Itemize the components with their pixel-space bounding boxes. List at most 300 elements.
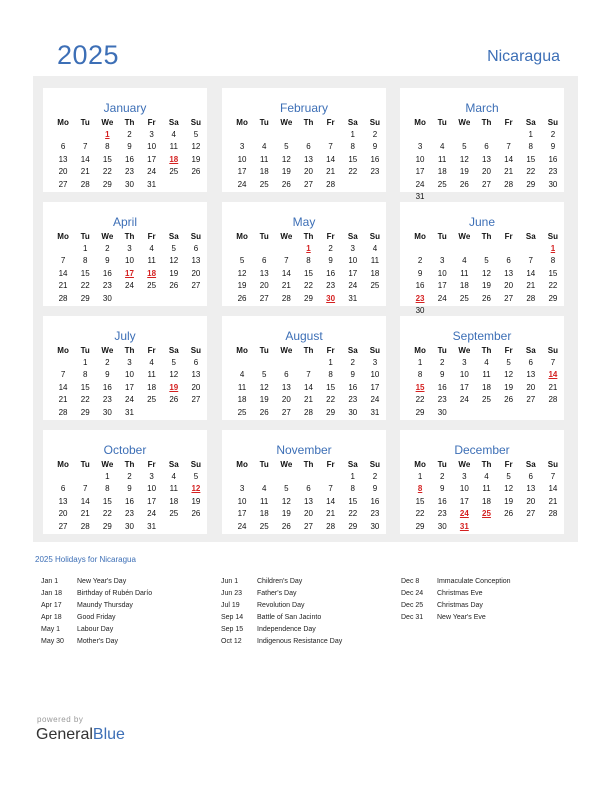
day-cell[interactable]: 27 — [504, 293, 514, 303]
day-cell[interactable]: 14 — [326, 496, 336, 506]
day-cell[interactable]: 19 — [191, 496, 201, 506]
day-cell[interactable]: 10 — [415, 154, 425, 164]
day-cell[interactable]: 7 — [550, 358, 556, 367]
day-cell[interactable]: 12 — [191, 142, 201, 152]
day-cell[interactable]: 18 — [169, 496, 179, 506]
day-cell[interactable]: 1 — [417, 358, 423, 367]
day-cell[interactable]: 17 — [237, 509, 247, 519]
day-cell[interactable]: 1 — [350, 472, 355, 481]
day-cell[interactable]: 11 — [147, 370, 156, 380]
day-cell[interactable]: 27 — [526, 509, 536, 519]
day-cell[interactable]: 24 — [125, 395, 134, 405]
day-cell[interactable]: 29 — [548, 293, 558, 303]
day-cell[interactable]: 3 — [417, 142, 423, 152]
day-cell[interactable]: 29 — [102, 521, 112, 531]
day-cell[interactable]: 2 — [127, 472, 132, 481]
day-cell[interactable]: 22 — [80, 281, 90, 291]
day-cell[interactable]: 25 — [259, 179, 269, 189]
day-cell[interactable]: 15 — [348, 154, 358, 164]
day-cell[interactable]: 17 — [125, 268, 134, 278]
day-cell[interactable]: 28 — [326, 521, 336, 531]
day-cell[interactable]: 2 — [328, 244, 333, 253]
day-cell[interactable]: 21 — [80, 509, 90, 519]
day-cell[interactable]: 30 — [102, 407, 112, 417]
day-cell[interactable]: 5 — [193, 472, 199, 481]
day-cell[interactable]: 8 — [350, 142, 355, 152]
day-cell[interactable]: 20 — [58, 509, 68, 519]
day-cell[interactable]: 9 — [439, 484, 445, 494]
day-cell[interactable]: 11 — [237, 382, 247, 392]
day-cell[interactable]: 30 — [370, 521, 380, 531]
day-cell[interactable]: 14 — [80, 496, 90, 506]
day-cell[interactable]: 27 — [191, 395, 201, 405]
day-cell[interactable]: 19 — [504, 382, 514, 392]
day-cell[interactable]: 10 — [125, 256, 134, 266]
day-cell[interactable]: 29 — [80, 407, 90, 417]
day-cell[interactable]: 22 — [326, 395, 336, 405]
day-cell[interactable]: 15 — [80, 382, 90, 392]
day-cell[interactable]: 24 — [348, 281, 358, 291]
day-cell[interactable]: 29 — [102, 179, 112, 189]
day-cell[interactable]: 20 — [259, 281, 269, 291]
day-cell[interactable]: 22 — [304, 281, 313, 291]
day-cell[interactable]: 23 — [370, 509, 380, 519]
day-cell[interactable]: 18 — [259, 167, 269, 177]
day-cell[interactable]: 28 — [80, 179, 90, 189]
day-cell[interactable]: 3 — [127, 244, 132, 253]
day-cell[interactable]: 26 — [169, 395, 179, 405]
day-cell[interactable]: 16 — [125, 154, 134, 164]
day-cell[interactable]: 20 — [504, 281, 514, 291]
day-cell[interactable]: 31 — [415, 191, 425, 201]
day-cell[interactable]: 12 — [191, 484, 201, 494]
day-cell[interactable]: 7 — [60, 370, 66, 380]
day-cell[interactable]: 19 — [281, 167, 291, 177]
day-cell[interactable]: 8 — [306, 256, 311, 266]
day-cell[interactable]: 24 — [459, 395, 469, 405]
day-cell[interactable]: 1 — [105, 472, 110, 481]
day-cell[interactable]: 6 — [528, 358, 533, 367]
day-cell[interactable]: 5 — [261, 370, 267, 380]
day-cell[interactable]: 6 — [306, 142, 311, 152]
day-cell[interactable]: 9 — [550, 142, 556, 152]
day-cell[interactable]: 26 — [191, 167, 201, 177]
day-cell[interactable]: 9 — [328, 256, 333, 266]
day-cell[interactable]: 20 — [482, 167, 491, 177]
day-cell[interactable]: 14 — [548, 370, 558, 380]
day-cell[interactable]: 22 — [80, 395, 90, 405]
day-cell[interactable]: 16 — [370, 496, 380, 506]
day-cell[interactable]: 20 — [191, 268, 201, 278]
day-cell[interactable]: 2 — [417, 256, 423, 266]
day-cell[interactable]: 6 — [306, 484, 311, 494]
day-cell[interactable]: 25 — [482, 509, 491, 519]
day-cell[interactable]: 21 — [304, 395, 313, 405]
day-cell[interactable]: 9 — [417, 268, 423, 278]
day-cell[interactable]: 31 — [147, 521, 157, 531]
day-cell[interactable]: 27 — [259, 293, 269, 303]
day-cell[interactable]: 3 — [462, 472, 467, 481]
day-cell[interactable]: 28 — [304, 407, 313, 417]
day-cell[interactable]: 10 — [237, 496, 247, 506]
day-cell[interactable]: 2 — [350, 358, 355, 367]
day-cell[interactable]: 5 — [284, 142, 289, 152]
day-cell[interactable]: 6 — [193, 244, 199, 253]
day-cell[interactable]: 1 — [82, 244, 88, 253]
day-cell[interactable]: 25 — [437, 179, 447, 189]
day-cell[interactable]: 13 — [281, 382, 291, 392]
day-cell[interactable]: 13 — [191, 370, 201, 380]
day-cell[interactable]: 4 — [261, 142, 267, 152]
day-cell[interactable]: 21 — [326, 167, 336, 177]
day-cell[interactable]: 3 — [127, 358, 132, 367]
day-cell[interactable]: 21 — [504, 167, 514, 177]
day-cell[interactable]: 21 — [326, 509, 336, 519]
day-cell[interactable]: 13 — [482, 154, 491, 164]
day-cell[interactable]: 30 — [415, 305, 425, 315]
day-cell[interactable]: 28 — [281, 293, 291, 303]
day-cell[interactable]: 3 — [149, 130, 154, 139]
day-cell[interactable]: 8 — [550, 256, 556, 266]
day-cell[interactable]: 17 — [237, 167, 247, 177]
day-cell[interactable]: 6 — [193, 358, 199, 367]
day-cell[interactable]: 12 — [459, 154, 469, 164]
day-cell[interactable]: 17 — [147, 154, 157, 164]
day-cell[interactable]: 21 — [58, 281, 68, 291]
day-cell[interactable]: 30 — [125, 179, 134, 189]
day-cell[interactable]: 6 — [60, 484, 66, 494]
day-cell[interactable]: 26 — [169, 281, 179, 291]
day-cell[interactable]: 22 — [415, 395, 425, 405]
day-cell[interactable]: 22 — [415, 509, 425, 519]
day-cell[interactable]: 3 — [350, 244, 355, 253]
day-cell[interactable]: 1 — [328, 358, 333, 367]
day-cell[interactable]: 1 — [350, 130, 355, 139]
day-cell[interactable]: 28 — [326, 179, 336, 189]
day-cell[interactable]: 15 — [102, 154, 112, 164]
day-cell[interactable]: 23 — [125, 167, 134, 177]
day-cell[interactable]: 13 — [304, 496, 313, 506]
day-cell[interactable]: 1 — [306, 244, 311, 253]
day-cell[interactable]: 16 — [548, 154, 558, 164]
day-cell[interactable]: 7 — [328, 484, 333, 494]
day-cell[interactable]: 4 — [171, 472, 176, 481]
day-cell[interactable]: 24 — [415, 179, 425, 189]
day-cell[interactable]: 23 — [326, 281, 336, 291]
day-cell[interactable]: 14 — [548, 484, 558, 494]
day-cell[interactable]: 10 — [348, 256, 358, 266]
day-cell[interactable]: 18 — [482, 496, 491, 506]
day-cell[interactable]: 16 — [102, 268, 112, 278]
day-cell[interactable]: 4 — [439, 142, 445, 152]
day-cell[interactable]: 11 — [260, 154, 269, 164]
day-cell[interactable]: 15 — [102, 496, 112, 506]
day-cell[interactable]: 12 — [259, 382, 269, 392]
day-cell[interactable]: 3 — [239, 142, 245, 152]
day-cell[interactable]: 17 — [459, 382, 469, 392]
day-cell[interactable]: 5 — [171, 244, 176, 253]
day-cell[interactable]: 29 — [348, 521, 358, 531]
day-cell[interactable]: 15 — [415, 382, 425, 392]
day-cell[interactable]: 14 — [504, 154, 514, 164]
day-cell[interactable]: 11 — [169, 484, 178, 494]
day-cell[interactable]: 6 — [506, 256, 511, 266]
day-cell[interactable]: 9 — [372, 484, 378, 494]
day-cell[interactable]: 9 — [127, 484, 132, 494]
day-cell[interactable]: 8 — [105, 142, 110, 152]
day-cell[interactable]: 31 — [147, 179, 157, 189]
day-cell[interactable]: 28 — [58, 293, 68, 303]
day-cell[interactable]: 3 — [462, 358, 467, 367]
day-cell[interactable]: 10 — [147, 142, 157, 152]
day-cell[interactable]: 31 — [459, 521, 469, 531]
day-cell[interactable]: 22 — [348, 509, 358, 519]
day-cell[interactable]: 28 — [80, 521, 90, 531]
day-cell[interactable]: 7 — [82, 484, 88, 494]
day-cell[interactable]: 23 — [370, 167, 380, 177]
day-cell[interactable]: 25 — [169, 167, 179, 177]
day-cell[interactable]: 24 — [237, 179, 247, 189]
day-cell[interactable]: 17 — [147, 496, 157, 506]
day-cell[interactable]: 2 — [372, 130, 378, 139]
day-cell[interactable]: 13 — [58, 496, 68, 506]
brand-logo[interactable] — [36, 726, 125, 744]
day-cell[interactable]: 30 — [437, 521, 447, 531]
day-cell[interactable]: 17 — [370, 382, 380, 392]
day-cell[interactable]: 22 — [102, 167, 112, 177]
day-cell[interactable]: 30 — [102, 293, 112, 303]
day-cell[interactable]: 12 — [281, 496, 291, 506]
day-cell[interactable]: 22 — [348, 167, 358, 177]
day-cell[interactable]: 8 — [328, 370, 333, 380]
day-cell[interactable]: 27 — [304, 521, 313, 531]
day-cell[interactable]: 10 — [459, 484, 469, 494]
day-cell[interactable]: 26 — [237, 293, 247, 303]
day-cell[interactable]: 26 — [281, 179, 291, 189]
day-cell[interactable]: 19 — [482, 281, 491, 291]
day-cell[interactable]: 20 — [526, 496, 536, 506]
day-cell[interactable]: 10 — [237, 154, 247, 164]
day-cell[interactable]: 27 — [482, 179, 491, 189]
day-cell[interactable]: 5 — [462, 142, 467, 152]
day-cell[interactable]: 30 — [348, 407, 358, 417]
day-cell[interactable]: 9 — [105, 370, 110, 380]
day-cell[interactable]: 14 — [58, 268, 68, 278]
day-cell[interactable]: 20 — [58, 167, 68, 177]
day-cell[interactable]: 2 — [439, 472, 445, 481]
day-cell[interactable]: 23 — [437, 395, 447, 405]
day-cell[interactable]: 4 — [484, 472, 489, 481]
day-cell[interactable]: 11 — [169, 142, 178, 152]
day-cell[interactable]: 6 — [60, 142, 66, 152]
day-cell[interactable]: 20 — [526, 382, 536, 392]
day-cell[interactable]: 27 — [58, 521, 68, 531]
day-cell[interactable]: 10 — [437, 268, 447, 278]
day-cell[interactable]: 19 — [259, 395, 269, 405]
day-cell[interactable]: 4 — [484, 358, 489, 367]
day-cell[interactable]: 9 — [439, 370, 445, 380]
day-cell[interactable]: 26 — [281, 521, 291, 531]
day-cell[interactable]: 29 — [526, 179, 536, 189]
day-cell[interactable]: 13 — [504, 268, 514, 278]
day-cell[interactable]: 18 — [147, 268, 157, 278]
day-cell[interactable]: 27 — [281, 407, 291, 417]
day-cell[interactable]: 19 — [169, 382, 179, 392]
day-cell[interactable]: 28 — [526, 293, 536, 303]
day-cell[interactable]: 17 — [415, 167, 425, 177]
day-cell[interactable]: 11 — [460, 268, 469, 278]
day-cell[interactable]: 26 — [504, 395, 514, 405]
day-cell[interactable]: 8 — [82, 370, 88, 380]
day-cell[interactable]: 29 — [304, 293, 313, 303]
day-cell[interactable]: 18 — [459, 281, 469, 291]
day-cell[interactable]: 31 — [125, 407, 134, 417]
day-cell[interactable]: 17 — [125, 382, 134, 392]
day-cell[interactable]: 24 — [237, 521, 247, 531]
day-cell[interactable]: 25 — [459, 293, 469, 303]
day-cell[interactable]: 6 — [484, 142, 489, 152]
day-cell[interactable]: 15 — [304, 268, 313, 278]
day-cell[interactable]: 19 — [281, 509, 291, 519]
day-cell[interactable]: 7 — [328, 142, 333, 152]
day-cell[interactable]: 9 — [127, 142, 132, 152]
day-cell[interactable]: 23 — [102, 281, 112, 291]
day-cell[interactable]: 7 — [284, 256, 289, 266]
day-cell[interactable]: 28 — [58, 407, 68, 417]
day-cell[interactable]: 24 — [437, 293, 447, 303]
day-cell[interactable]: 29 — [80, 293, 90, 303]
day-cell[interactable]: 26 — [482, 293, 491, 303]
day-cell[interactable]: 30 — [437, 407, 447, 417]
day-cell[interactable]: 11 — [482, 484, 491, 494]
day-cell[interactable]: 19 — [169, 268, 179, 278]
day-cell[interactable]: 9 — [350, 370, 355, 380]
day-cell[interactable]: 23 — [348, 395, 358, 405]
day-cell[interactable]: 14 — [58, 382, 68, 392]
day-cell[interactable]: 25 — [482, 395, 491, 405]
day-cell[interactable]: 25 — [370, 281, 380, 291]
day-cell[interactable]: 12 — [504, 484, 514, 494]
day-cell[interactable]: 21 — [548, 496, 558, 506]
day-cell[interactable]: 23 — [548, 167, 558, 177]
day-cell[interactable]: 13 — [259, 268, 269, 278]
day-cell[interactable]: 5 — [239, 256, 245, 266]
day-cell[interactable]: 14 — [281, 268, 291, 278]
day-cell[interactable]: 28 — [548, 509, 558, 519]
day-cell[interactable]: 3 — [439, 256, 445, 266]
day-cell[interactable]: 13 — [58, 154, 68, 164]
day-cell[interactable]: 2 — [372, 472, 378, 481]
day-cell[interactable]: 17 — [459, 496, 469, 506]
day-cell[interactable]: 16 — [437, 496, 447, 506]
day-cell[interactable]: 22 — [102, 509, 112, 519]
day-cell[interactable]: 13 — [526, 484, 536, 494]
day-cell[interactable]: 23 — [125, 509, 134, 519]
day-cell[interactable]: 11 — [147, 256, 156, 266]
day-cell[interactable]: 6 — [528, 472, 533, 481]
day-cell[interactable]: 26 — [259, 407, 269, 417]
day-cell[interactable]: 21 — [58, 395, 68, 405]
day-cell[interactable]: 17 — [437, 281, 447, 291]
day-cell[interactable]: 4 — [149, 358, 154, 367]
day-cell[interactable]: 15 — [326, 382, 336, 392]
day-cell[interactable]: 31 — [348, 293, 358, 303]
day-cell[interactable]: 9 — [372, 142, 378, 152]
day-cell[interactable]: 5 — [484, 256, 489, 266]
day-cell[interactable]: 3 — [372, 358, 378, 367]
day-cell[interactable]: 20 — [191, 382, 201, 392]
day-cell[interactable]: 6 — [284, 370, 289, 380]
day-cell[interactable]: 29 — [415, 521, 425, 531]
day-cell[interactable]: 10 — [147, 484, 157, 494]
day-cell[interactable]: 9 — [105, 256, 110, 266]
day-cell[interactable]: 19 — [504, 496, 514, 506]
day-cell[interactable]: 5 — [171, 358, 176, 367]
day-cell[interactable]: 4 — [462, 256, 467, 266]
day-cell[interactable]: 7 — [82, 142, 88, 152]
day-cell[interactable]: 8 — [528, 142, 533, 152]
day-cell[interactable]: 27 — [304, 179, 313, 189]
day-cell[interactable]: 2 — [105, 358, 110, 367]
day-cell[interactable]: 21 — [281, 281, 291, 291]
day-cell[interactable]: 16 — [415, 281, 425, 291]
day-cell[interactable]: 19 — [191, 154, 201, 164]
day-cell[interactable]: 14 — [326, 154, 336, 164]
day-cell[interactable]: 13 — [526, 370, 536, 380]
day-cell[interactable]: 5 — [193, 130, 199, 139]
day-cell[interactable]: 24 — [459, 509, 469, 519]
day-cell[interactable]: 7 — [550, 472, 556, 481]
day-cell[interactable]: 13 — [304, 154, 313, 164]
day-cell[interactable]: 5 — [284, 484, 289, 494]
day-cell[interactable]: 27 — [58, 179, 68, 189]
day-cell[interactable]: 5 — [506, 472, 511, 481]
day-cell[interactable]: 25 — [169, 509, 179, 519]
day-cell[interactable]: 3 — [239, 484, 245, 494]
day-cell[interactable]: 7 — [306, 370, 311, 380]
day-cell[interactable]: 20 — [304, 167, 313, 177]
day-cell[interactable]: 1 — [417, 472, 423, 481]
day-cell[interactable]: 10 — [125, 370, 134, 380]
day-cell[interactable]: 29 — [326, 407, 336, 417]
day-cell[interactable]: 19 — [459, 167, 469, 177]
day-cell[interactable]: 4 — [239, 370, 245, 380]
day-cell[interactable]: 22 — [526, 167, 536, 177]
day-cell[interactable]: 18 — [437, 167, 447, 177]
day-cell[interactable]: 8 — [350, 484, 355, 494]
day-cell[interactable]: 18 — [370, 268, 380, 278]
day-cell[interactable]: 18 — [237, 395, 247, 405]
day-cell[interactable]: 18 — [147, 382, 157, 392]
day-cell[interactable]: 16 — [102, 382, 112, 392]
day-cell[interactable]: 18 — [259, 509, 269, 519]
day-cell[interactable]: 27 — [526, 395, 536, 405]
day-cell[interactable]: 6 — [261, 256, 267, 266]
day-cell[interactable]: 30 — [548, 179, 558, 189]
day-cell[interactable]: 8 — [417, 370, 423, 380]
day-cell[interactable]: 21 — [548, 382, 558, 392]
day-cell[interactable]: 29 — [415, 407, 425, 417]
day-cell[interactable]: 15 — [526, 154, 536, 164]
day-cell[interactable]: 23 — [415, 293, 425, 303]
day-cell[interactable]: 26 — [191, 509, 201, 519]
day-cell[interactable]: 28 — [548, 395, 558, 405]
day-cell[interactable]: 5 — [506, 358, 511, 367]
day-cell[interactable]: 7 — [60, 256, 66, 266]
day-cell[interactable]: 25 — [259, 521, 269, 531]
day-cell[interactable]: 28 — [504, 179, 514, 189]
day-cell[interactable]: 24 — [147, 167, 157, 177]
